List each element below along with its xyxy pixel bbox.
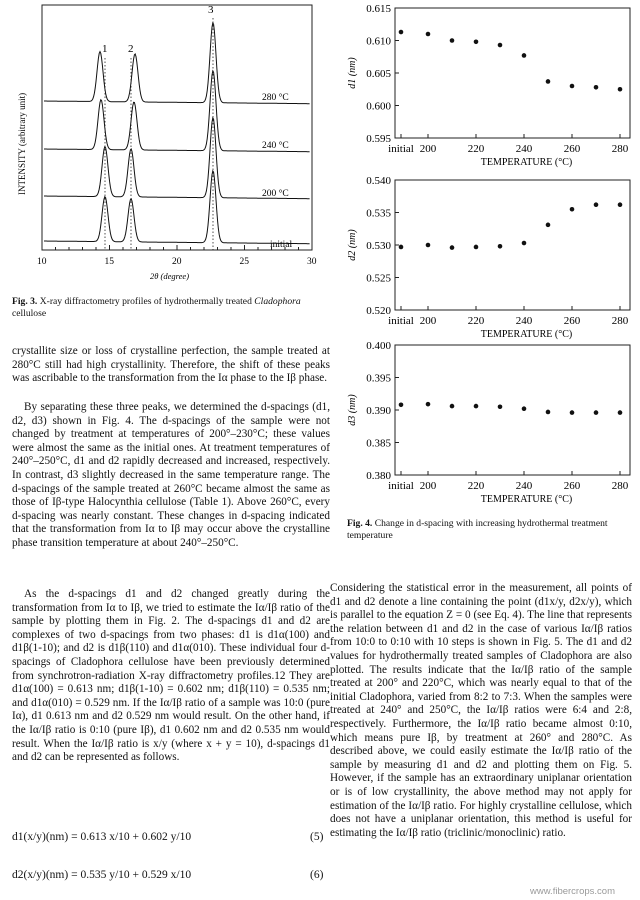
fig4-data-point — [498, 244, 503, 249]
fig4-data-point — [546, 410, 551, 415]
fig4-ytick-label: 0.525 — [366, 272, 391, 285]
fig4-data-point — [474, 40, 479, 45]
left-paragraph-2: By separating these three peaks, we determined the d-spacings (d1, d2, d3) shown in Fig. 4. The d-spacings of the sample were not changed by treatment at temperatures of 200°–230°C; these values were almost the same as the initial ones. At treatment temperatures of 240°–250°C, d1 and d2 rapidly decreased and increased, respectively. In contrast, d3 slightly decreased in the same temperature range. The d-spacings of the sample treated at 260°C became almost the same as those of Iβ-type Halocynthia cellulose (Table 1). Above 260°C, every d-spacing was nearly constant. These changes in d-spacing indicated that the transformation from Iα to Iβ may occur above the crystalline phase transition temperature at about 240°–250°C. — [12, 401, 330, 549]
fig4-xtick-label: 260 — [563, 315, 581, 327]
fig4-data-point — [399, 30, 404, 35]
fig4-data-point — [522, 53, 527, 58]
left-paragraph-3: As the d-spacings d1 and d2 changed greatly during the transformation from Iα to Iβ, we tried to estimate the Iα/Iβ ratio of the sample by plotting them in Fig. 2. The d-spacings d1 and d2 are complexes of two d-spacings from two phases: d1 is d1α(100) and d1β(1-10); and d2 is d1β(110) and d1α(010). These individual four d-spacings of Cladophora cellulose have been previously determined from synchrotron-radiation X-ray diffractometry profiles.12 They are d1α(100) = 0.613 nm; d1β(1-10) = 0.602 nm; d1β(110) = 0.535 nm; and d1α(010) = 0.529 nm. If the Iα/Iβ ratio of a sample was 10:0 (pure Iα), d1 0.613 nm and d2 0.529 nm would result. On the other hand, if the Iα/Iβ ratio is 0:10 (pure Iβ), d1 0.602 nm and d2 0.535 nm would result. When the Iα/Iβ ratio is x/y (where x + y = 10), d-spacings d1 and d2 can be represented as follows. — [12, 588, 330, 764]
fig4-data-point — [426, 243, 431, 248]
fig4-data-point — [450, 404, 455, 409]
fig4-ylabel: d1 (nm) — [347, 57, 358, 89]
curve-label-240: 240 °C — [262, 141, 289, 151]
fig4-data-point — [498, 404, 503, 409]
fig4-ytick-label: 0.400 — [366, 340, 391, 352]
fig3-xlabel: 2θ (degree) — [150, 271, 190, 281]
fig4-xtick-label: 280 — [611, 480, 629, 492]
fig4-xtick-label: 280 — [611, 143, 629, 155]
equation-6: d2(x/y)(nm) = 0.535 y/10 + 0.529 x/10 — [12, 869, 192, 881]
curve-240 — [44, 71, 310, 152]
fig4-xlabel: TEMPERATURE (°C) — [480, 157, 573, 168]
fig4-data-point — [450, 38, 455, 43]
fig4-xtick-label: 220 — [467, 480, 485, 492]
fig4-xtick-label: 220 — [467, 315, 485, 327]
fig3-caption: Fig. 3. X-ray diffractometry profiles of hydrothermally treated Cladophora cellulose — [12, 296, 301, 319]
fig4-data-point — [594, 85, 599, 90]
fig4-data-point — [450, 245, 455, 250]
fig4-data-point — [546, 223, 551, 228]
fig4-data-point — [522, 241, 527, 246]
fig4-ytick-label: 0.615 — [366, 3, 391, 15]
fig4-ytick-label: 0.520 — [366, 305, 391, 317]
fig4-xtick-label: 200 — [419, 480, 437, 492]
peak-label-3: 3 — [208, 4, 214, 16]
left-paragraph-1: crystallite size or loss of crystalline perfection, the sample treated at 280°C still had high crystallinity. Therefore, the shift of these peaks was ascribable to the transformation from the Iα phase to the Iβ phase. — [12, 345, 330, 385]
fig4-data-point — [618, 87, 623, 92]
fig4-ytick-label: 0.390 — [366, 405, 391, 417]
fig4-xtick-label: 240 — [515, 143, 533, 155]
fig4-xtick-label: initial — [388, 315, 414, 327]
fig4-xtick-label: 240 — [515, 480, 533, 492]
fig4-xlabel: TEMPERATURE (°C) — [480, 494, 573, 505]
fig4-ytick-label: 0.595 — [366, 133, 391, 145]
fig4-ytick-label: 0.610 — [366, 35, 391, 48]
curve-initial — [44, 171, 310, 244]
fig4-ytick-label: 0.600 — [366, 100, 391, 113]
peak-label-1: 1 — [102, 43, 108, 55]
fig4-data-point — [399, 403, 404, 408]
right-paragraph-1: Considering the statistical error in the measurement, all points of d1 and d2 denote a line containing the point (d1x/y, d2x/y), which is parallel to the equation Z = 0 (see Eq. 4). The line that represents the relation between d1 and d2 in the case of various Iα/Iβ ratios from 10:0 to 0:10 with 10 steps is shown in Fig. 5. The d1 and d2 values for hydrothermally treated samples of Cladophora are also plotted. The results indicate that the Iα/Iβ ratio of the sample treated at 200° and 220°C, which was nearly equal to that of the initial Cladophora, varied from 8:2 to 7:3. When the samples were treated at 240° and 250°C, the Iα/Iβ ratios were 6:4 and 2:8, respectively. Furthermore, the Iα/Iβ ratio became almost 0:10, which means pure Iβ, by treatment at 260° and 280°C. As described above, we could easily estimate the Iα/Iβ ratio of the sample by measuring d1 and d2 and plotting them on Fig. 5. However, if the sample has an extraordinary uniplanar orientation or is of low crystallinity, the above method may not apply for estimation of the Iα/Iβ ratio. For highly crystalline cellulose, which does not have a uniplanar orientation, this method is useful for estimating the Iα/Iβ ratio (triclinic/monoclinic) ratio. — [330, 582, 632, 839]
fig4-xtick-label: 280 — [611, 315, 629, 327]
curve-label-200: 200 °C — [262, 189, 289, 199]
curve-280 — [44, 23, 310, 104]
fig4-ytick-label: 0.535 — [366, 207, 391, 220]
equation-5: d1(x/y)(nm) = 0.613 x/10 + 0.602 y/10 — [12, 831, 192, 843]
fig4-xtick-label: 200 — [419, 315, 437, 327]
fig4-ytick-label: 0.605 — [366, 68, 391, 80]
fig4-xtick-label: initial — [388, 143, 414, 155]
fig4-data-point — [522, 406, 527, 411]
fig4-xlabel: TEMPERATURE (°C) — [480, 329, 573, 340]
fig3-xtick-label: 20 — [172, 257, 182, 267]
fig4-data-point — [594, 202, 599, 207]
fig3-xtick-label: 25 — [239, 257, 249, 267]
fig4-ytick-label: 0.530 — [366, 240, 391, 252]
fig4-xtick-label: 200 — [419, 143, 437, 155]
fig4-data-point — [546, 79, 551, 84]
fig4-panel-frame — [395, 8, 630, 138]
fig4-data-point — [594, 410, 599, 415]
fig3-ylabel: INTENSITY (arbitrary unit) — [17, 92, 27, 195]
fig4-xtick-label: 260 — [563, 480, 581, 492]
fig4-data-point — [426, 402, 431, 407]
fig4-ylabel: d3 (nm) — [347, 394, 358, 426]
fig4-data-point — [474, 245, 479, 250]
fig4-ytick-label: 0.385 — [366, 437, 391, 450]
fig3-xtick-label: 10 — [37, 257, 47, 267]
equation-6-number: (6) — [310, 869, 324, 881]
fig4-xtick-label: 260 — [563, 143, 581, 155]
fig4-data-point — [618, 202, 623, 207]
fig4-ylabel: d2 (nm) — [347, 229, 358, 261]
fig4-ytick-label: 0.395 — [366, 372, 391, 385]
fig4-data-point — [618, 410, 623, 415]
fig4-panel-frame — [395, 345, 630, 475]
fig4-data-point — [426, 32, 431, 37]
equation-5-number: (5) — [310, 831, 324, 843]
fig3-xtick-label: 30 — [307, 257, 317, 267]
fig4-xtick-label: 220 — [467, 143, 485, 155]
fig4-xtick-label: 240 — [515, 315, 533, 327]
fig4-ytick-label: 0.540 — [366, 175, 391, 187]
fig4-data-point — [498, 43, 503, 48]
fig4-data-point — [570, 84, 575, 89]
fig4-data-point — [570, 410, 575, 415]
curve-label-280: 280 °C — [262, 93, 289, 103]
fig3-xrd-plot — [0, 0, 330, 295]
fig4-data-point — [570, 207, 575, 212]
curve-label-initial: initial — [270, 240, 293, 250]
fig4-caption: Fig. 4. Change in d-spacing with increasing hydrothermal treatment temperature — [347, 518, 608, 541]
fig4-ytick-label: 0.380 — [366, 470, 391, 482]
watermark: www.fibercrops.com — [530, 886, 615, 897]
fig4-data-point — [474, 404, 479, 409]
peak-label-2: 2 — [128, 43, 134, 55]
curve-200 — [44, 118, 310, 199]
fig4-dspacing-plots — [335, 0, 640, 520]
fig4-xtick-label: initial — [388, 480, 414, 492]
fig3-xtick-label: 15 — [104, 257, 114, 267]
fig4-data-point — [399, 245, 404, 250]
